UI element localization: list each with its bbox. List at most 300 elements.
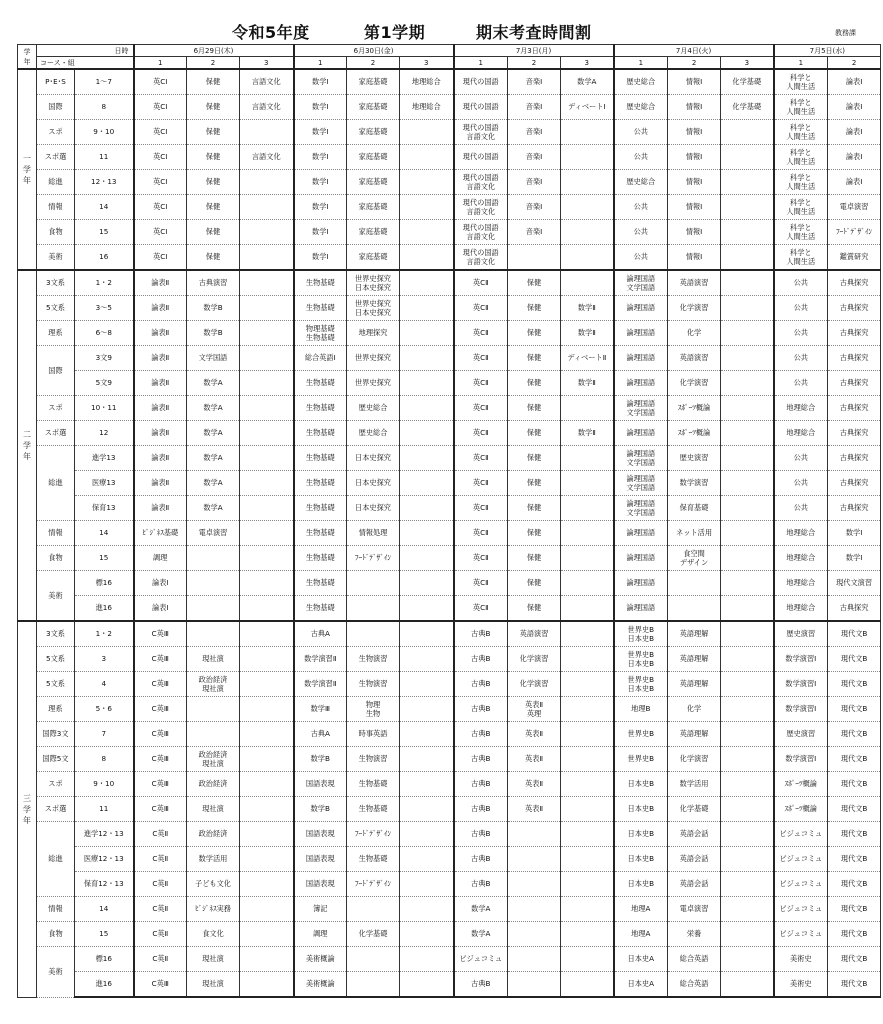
subject-cell: 日本史探究 xyxy=(347,446,400,471)
subject-cell xyxy=(561,722,614,747)
course-cell: 美術 xyxy=(37,571,75,622)
subject-cell: 政治経済 現社演 xyxy=(187,747,240,772)
subject-cell xyxy=(721,772,774,797)
subject-cell: 保健 xyxy=(508,546,561,571)
subject-cell xyxy=(721,596,774,622)
subject-cell xyxy=(400,170,454,195)
subject-cell: 数学A xyxy=(187,496,240,521)
course-cell: 国際5文 xyxy=(37,747,75,772)
subject-cell xyxy=(721,621,774,647)
subject-cell xyxy=(240,546,294,571)
subject-cell: 英CⅠ xyxy=(134,145,187,170)
subject-cell: 生物基礎 xyxy=(294,571,347,596)
subject-cell: 情報Ⅰ xyxy=(668,145,721,170)
subject-cell: 地理探究 xyxy=(347,321,400,346)
subject-cell: 英CⅠ xyxy=(134,245,187,271)
subject-cell: 歴史演習 xyxy=(774,621,828,647)
subject-cell: 保健 xyxy=(508,596,561,622)
subject-cell: 家庭基礎 xyxy=(347,120,400,145)
course-cell: 国際 xyxy=(37,95,75,120)
subject-cell: 文学国語 xyxy=(187,346,240,371)
subject-cell: 政治経済 xyxy=(187,822,240,847)
subject-cell: 古典B xyxy=(454,797,508,822)
subject-cell: C英Ⅲ xyxy=(134,621,187,647)
subject-cell: 論理国語 xyxy=(614,521,668,546)
subject-cell: 世界史探究 日本史探究 xyxy=(347,270,400,296)
subject-cell xyxy=(561,446,614,471)
class-cell: 3～5 xyxy=(75,296,134,321)
subject-cell xyxy=(400,697,454,722)
exam-timetable xyxy=(17,44,881,998)
subject-cell xyxy=(187,722,240,747)
subject-cell: 古典B xyxy=(454,972,508,998)
subject-cell: 生物基礎 xyxy=(294,396,347,421)
subject-cell: 英CⅡ xyxy=(454,421,508,446)
subject-cell: 科学と 人間生活 xyxy=(774,95,828,120)
class-cell: 14 xyxy=(75,195,134,220)
subject-cell xyxy=(187,596,240,622)
subject-cell xyxy=(240,471,294,496)
subject-cell: 公共 xyxy=(774,471,828,496)
subject-cell: 音楽Ⅰ xyxy=(508,145,561,170)
subject-cell: 数学Ⅰ xyxy=(294,145,347,170)
subject-cell xyxy=(721,321,774,346)
class-cell: 7 xyxy=(75,722,134,747)
table-row xyxy=(18,220,881,245)
subject-cell: 論理国語 xyxy=(614,371,668,396)
subject-cell: 世界史B 日本史B xyxy=(614,672,668,697)
subject-cell: 生物基礎 xyxy=(294,596,347,622)
subject-cell: 家庭基礎 xyxy=(347,95,400,120)
class-cell: 11 xyxy=(75,797,134,822)
subject-cell xyxy=(561,847,614,872)
subject-cell xyxy=(721,346,774,371)
subject-cell: 美術史 xyxy=(774,947,828,972)
subject-cell xyxy=(400,421,454,446)
subject-cell xyxy=(721,872,774,897)
subject-cell: 現代文B xyxy=(828,621,881,647)
subject-cell: 数学A xyxy=(187,446,240,471)
course-cell: 食物 xyxy=(37,922,75,947)
subject-cell: 保健 xyxy=(508,571,561,596)
subject-cell xyxy=(561,120,614,145)
subject-cell xyxy=(240,647,294,672)
subject-cell: 論理国語 xyxy=(614,346,668,371)
class-cell: 進学13 xyxy=(75,446,134,471)
subject-cell: 英CⅠ xyxy=(134,195,187,220)
subject-cell: 情報Ⅰ xyxy=(668,170,721,195)
subject-cell xyxy=(721,120,774,145)
subject-cell xyxy=(347,897,400,922)
subject-cell: 論理国語 xyxy=(614,571,668,596)
period-header: 2 xyxy=(508,57,561,70)
subject-cell: 数学Ⅰ xyxy=(294,95,347,120)
subject-cell: 数学Ⅱ xyxy=(561,296,614,321)
subject-cell: 公共 xyxy=(774,346,828,371)
subject-cell: 政治経済 現社演 xyxy=(187,672,240,697)
period-header: 3 xyxy=(721,57,774,70)
subject-cell: 英表Ⅱ xyxy=(508,797,561,822)
subject-cell xyxy=(240,621,294,647)
subject-cell xyxy=(721,822,774,847)
table-row xyxy=(18,446,881,471)
subject-cell: 英語理解 xyxy=(668,647,721,672)
subject-cell: ｽﾎﾟｰﾂ概論 xyxy=(774,772,828,797)
subject-cell: 音楽Ⅰ xyxy=(508,220,561,245)
subject-cell xyxy=(561,521,614,546)
subject-cell: 地理総合 xyxy=(400,69,454,95)
grade-header: 学 年 xyxy=(18,45,37,70)
subject-cell: 古典探究 xyxy=(828,270,881,296)
subject-cell: 数学Ⅰ xyxy=(828,521,881,546)
subject-cell xyxy=(561,922,614,947)
course-cell: 食物 xyxy=(37,546,75,571)
subject-cell: 英語会話 xyxy=(668,872,721,897)
subject-cell: 世界史探究 xyxy=(347,346,400,371)
course-cell: 総進 xyxy=(37,170,75,195)
subject-cell xyxy=(561,972,614,998)
day-header: 7月4日(火) xyxy=(614,45,774,57)
subject-cell: C英Ⅲ xyxy=(134,747,187,772)
subject-cell: 情報Ⅰ xyxy=(668,195,721,220)
subject-cell: 論表Ⅱ xyxy=(134,496,187,521)
subject-cell: 保健 xyxy=(187,145,240,170)
subject-cell xyxy=(561,571,614,596)
subject-cell: 英CⅡ xyxy=(454,521,508,546)
subject-cell xyxy=(400,371,454,396)
subject-cell: C英Ⅱ xyxy=(134,872,187,897)
subject-cell xyxy=(561,647,614,672)
subject-cell: 古典探究 xyxy=(828,396,881,421)
subject-cell xyxy=(400,647,454,672)
subject-cell xyxy=(721,421,774,446)
subject-cell: 情報Ⅰ xyxy=(668,120,721,145)
subject-cell: 現代文B xyxy=(828,697,881,722)
subject-cell: 公共 xyxy=(614,245,668,271)
subject-cell: 世界史B xyxy=(614,722,668,747)
subject-cell: 世界史探究 xyxy=(347,371,400,396)
table-row xyxy=(18,571,881,596)
subject-cell: 生物基礎 xyxy=(294,471,347,496)
subject-cell xyxy=(721,145,774,170)
subject-cell xyxy=(721,521,774,546)
subject-cell: 生物基礎 xyxy=(347,797,400,822)
subject-cell: 化学演習 xyxy=(668,747,721,772)
subject-cell: 化学基礎 xyxy=(347,922,400,947)
subject-cell: 保育基礎 xyxy=(668,496,721,521)
course-cell: スポ xyxy=(37,120,75,145)
subject-cell: 英表Ⅱ 英理 xyxy=(508,697,561,722)
class-cell: 16 xyxy=(75,245,134,271)
grade-label: 二 学 年 xyxy=(18,270,37,621)
subject-cell: 論表Ⅱ xyxy=(134,296,187,321)
subject-cell xyxy=(400,747,454,772)
subject-cell: 論表Ⅱ xyxy=(134,421,187,446)
class-cell: 8 xyxy=(75,95,134,120)
subject-cell: 論理国語 文学国語 xyxy=(614,471,668,496)
subject-cell: 科学と 人間生活 xyxy=(774,220,828,245)
subject-cell xyxy=(400,596,454,622)
title-era: 令和5年度 xyxy=(232,23,310,42)
subject-cell: 数学Ⅰ xyxy=(294,245,347,271)
subject-cell: C英Ⅲ xyxy=(134,647,187,672)
class-cell: 6～8 xyxy=(75,321,134,346)
subject-cell: 英表Ⅱ xyxy=(508,747,561,772)
subject-cell: 論表Ⅱ xyxy=(134,371,187,396)
subject-cell: 公共 xyxy=(614,195,668,220)
subject-cell xyxy=(561,170,614,195)
subject-cell: 現代の国語 xyxy=(454,145,508,170)
class-cell: 進16 xyxy=(75,972,134,998)
subject-cell xyxy=(400,672,454,697)
subject-cell: 化学基礎 xyxy=(721,69,774,95)
subject-cell: 古典B xyxy=(454,672,508,697)
subject-cell xyxy=(187,571,240,596)
table-row xyxy=(18,421,881,446)
subject-cell xyxy=(668,571,721,596)
subject-cell: 古典探究 xyxy=(828,446,881,471)
subject-cell: 音楽Ⅰ xyxy=(508,95,561,120)
subject-cell: 現社演 xyxy=(187,947,240,972)
subject-cell: 生物基礎 xyxy=(294,446,347,471)
subject-cell: 数学演習Ⅰ xyxy=(774,647,828,672)
course-cell: P･E･S xyxy=(37,69,75,95)
subject-cell xyxy=(400,270,454,296)
subject-cell: 数学Ⅱ xyxy=(561,321,614,346)
subject-cell: 現代文B xyxy=(828,847,881,872)
subject-cell xyxy=(400,446,454,471)
course-cell: スポ選 xyxy=(37,145,75,170)
subject-cell: 家庭基礎 xyxy=(347,245,400,271)
subject-cell xyxy=(240,346,294,371)
subject-cell: 世界史B 日本史B xyxy=(614,621,668,647)
subject-cell: 歴史総合 xyxy=(347,421,400,446)
subject-cell: 現代の国語 言語文化 xyxy=(454,120,508,145)
class-cell: 1～7 xyxy=(75,69,134,95)
class-cell: 1・2 xyxy=(75,621,134,647)
subject-cell xyxy=(400,822,454,847)
subject-cell: 世界史探究 日本史探究 xyxy=(347,296,400,321)
subject-cell: 英CⅠ xyxy=(134,220,187,245)
subject-cell xyxy=(561,621,614,647)
subject-cell: C英Ⅲ xyxy=(134,772,187,797)
class-cell: 標16 xyxy=(75,571,134,596)
subject-cell: 古典演習 xyxy=(187,270,240,296)
class-cell: 12 xyxy=(75,421,134,446)
subject-cell xyxy=(561,747,614,772)
subject-cell: ビジュコミュ xyxy=(774,922,828,947)
subject-cell: 総合英語Ⅰ xyxy=(294,346,347,371)
subject-cell xyxy=(721,446,774,471)
subject-cell: 日本史B xyxy=(614,822,668,847)
course-cell: 美術 xyxy=(37,245,75,271)
subject-cell: 数学演習Ⅱ xyxy=(294,672,347,697)
subject-cell xyxy=(240,421,294,446)
subject-cell: 数学Ⅰ xyxy=(828,546,881,571)
table-row xyxy=(18,120,881,145)
subject-cell xyxy=(240,747,294,772)
subject-cell xyxy=(561,546,614,571)
subject-cell: 数学Ⅰ xyxy=(294,170,347,195)
subject-cell: C英Ⅲ xyxy=(134,672,187,697)
subject-cell: 国語表現 xyxy=(294,847,347,872)
subject-cell: 英語理解 xyxy=(668,672,721,697)
subject-cell: 現社演 xyxy=(187,972,240,998)
class-cell: 5・6 xyxy=(75,697,134,722)
subject-cell: 英表Ⅱ xyxy=(508,772,561,797)
subject-cell: C英Ⅱ xyxy=(134,947,187,972)
subject-cell xyxy=(400,546,454,571)
subject-cell xyxy=(721,747,774,772)
subject-cell xyxy=(561,897,614,922)
subject-cell xyxy=(561,496,614,521)
subject-cell xyxy=(400,571,454,596)
subject-cell: 現代の国語 言語文化 xyxy=(454,195,508,220)
subject-cell: C英Ⅱ xyxy=(134,922,187,947)
subject-cell xyxy=(508,897,561,922)
subject-cell xyxy=(561,797,614,822)
subject-cell: 英語会話 xyxy=(668,847,721,872)
subject-cell xyxy=(400,897,454,922)
class-cell: 5文9 xyxy=(75,371,134,396)
class-cell: 10・11 xyxy=(75,396,134,421)
subject-cell: 情報Ⅰ xyxy=(668,95,721,120)
class-cell: 15 xyxy=(75,220,134,245)
subject-cell: 数学B xyxy=(187,296,240,321)
subject-cell: ディベートⅡ xyxy=(561,346,614,371)
subject-cell: 生物基礎 xyxy=(294,421,347,446)
course-class-header: コース・組 xyxy=(37,57,134,70)
subject-cell: 保健 xyxy=(187,95,240,120)
subject-cell: 生物基礎 xyxy=(294,496,347,521)
subject-cell: 化学演習 xyxy=(508,672,561,697)
subject-cell xyxy=(561,471,614,496)
subject-cell: 数学演習Ⅰ xyxy=(774,672,828,697)
subject-cell: 家庭基礎 xyxy=(347,220,400,245)
table-row xyxy=(18,847,881,872)
subject-cell: C英Ⅲ xyxy=(134,722,187,747)
subject-cell: 現代文B xyxy=(828,747,881,772)
subject-cell: 数学B xyxy=(187,321,240,346)
subject-cell: 化学演習 xyxy=(508,647,561,672)
subject-cell: 音楽Ⅰ xyxy=(508,170,561,195)
subject-cell: 地理総合 xyxy=(774,396,828,421)
subject-cell: ビジュコミュ xyxy=(774,897,828,922)
subject-cell: 鑑賞研究 xyxy=(828,245,881,271)
subject-cell xyxy=(240,220,294,245)
subject-cell: 現代文B xyxy=(828,772,881,797)
subject-cell: 現代文B xyxy=(828,722,881,747)
subject-cell: 保健 xyxy=(508,521,561,546)
subject-cell: 保健 xyxy=(508,321,561,346)
subject-cell xyxy=(721,270,774,296)
class-cell: 1・2 xyxy=(75,270,134,296)
subject-cell: 現代の国語 xyxy=(454,95,508,120)
subject-cell: C英Ⅲ xyxy=(134,697,187,722)
course-cell: 5文系 xyxy=(37,647,75,672)
subject-cell: 論理国語 xyxy=(614,296,668,321)
class-cell: 4 xyxy=(75,672,134,697)
subject-cell: 英CⅡ xyxy=(454,270,508,296)
subject-cell xyxy=(721,797,774,822)
subject-cell xyxy=(721,170,774,195)
subject-cell: 英語理解 xyxy=(668,621,721,647)
subject-cell: 日本史探究 xyxy=(347,496,400,521)
subject-cell: 数学Ⅰ xyxy=(294,220,347,245)
subject-cell: 情報Ⅰ xyxy=(668,220,721,245)
subject-cell: ビジュコミュ xyxy=(774,822,828,847)
subject-cell: 英語演習 xyxy=(668,346,721,371)
course-cell: 情報 xyxy=(37,195,75,220)
subject-cell: 現社演 xyxy=(187,647,240,672)
period-header: 2 xyxy=(347,57,400,70)
subject-cell xyxy=(508,847,561,872)
subject-cell: 論理国語 文学国語 xyxy=(614,270,668,296)
subject-cell: 地理総合 xyxy=(774,421,828,446)
subject-cell xyxy=(668,596,721,622)
subject-cell: 生物演習 xyxy=(347,672,400,697)
subject-cell xyxy=(400,947,454,972)
subject-cell: 生物基礎 xyxy=(294,546,347,571)
subject-cell: 論表Ⅰ xyxy=(134,596,187,622)
subject-cell xyxy=(400,471,454,496)
subject-cell: 電卓演習 xyxy=(828,195,881,220)
subject-cell: 日本史A xyxy=(614,947,668,972)
subject-cell: 英CⅡ xyxy=(454,346,508,371)
subject-cell: 生物演習 xyxy=(347,647,400,672)
subject-cell: 日本史B xyxy=(614,772,668,797)
subject-cell xyxy=(721,847,774,872)
subject-cell xyxy=(240,672,294,697)
subject-cell: 英CⅡ xyxy=(454,296,508,321)
subject-cell: 古典B xyxy=(454,747,508,772)
table-row xyxy=(18,972,881,998)
subject-cell xyxy=(400,245,454,271)
subject-cell xyxy=(240,270,294,296)
table-row xyxy=(18,321,881,346)
subject-cell: 数学A xyxy=(187,371,240,396)
subject-cell: 保健 xyxy=(508,496,561,521)
subject-cell: 英CⅠ xyxy=(134,120,187,145)
subject-cell: 数学A xyxy=(454,922,508,947)
subject-cell: ネット活用 xyxy=(668,521,721,546)
subject-cell: 音楽Ⅰ xyxy=(508,120,561,145)
table-row xyxy=(18,947,881,972)
subject-cell: 論表Ⅰ xyxy=(828,95,881,120)
subject-cell: 数学活用 xyxy=(668,772,721,797)
subject-cell: 古典探究 xyxy=(828,296,881,321)
table-row xyxy=(18,270,881,296)
subject-cell: 公共 xyxy=(774,446,828,471)
subject-cell: 科学と 人間生活 xyxy=(774,120,828,145)
subject-cell: 地理総合 xyxy=(774,521,828,546)
table-row xyxy=(18,195,881,220)
table-row xyxy=(18,621,881,647)
subject-cell: 現代文B xyxy=(828,922,881,947)
subject-cell xyxy=(347,571,400,596)
subject-cell: C英Ⅲ xyxy=(134,972,187,998)
subject-cell xyxy=(721,972,774,998)
subject-cell: ﾋﾞｼﾞﾈｽ基礎 xyxy=(134,521,187,546)
table-row xyxy=(18,69,881,95)
subject-cell xyxy=(721,220,774,245)
subject-cell: 調理 xyxy=(134,546,187,571)
subject-cell xyxy=(721,496,774,521)
subject-cell: ディベートⅠ xyxy=(561,95,614,120)
subject-cell: ﾌｰﾄﾞﾃﾞｻﾞｲﾝ xyxy=(828,220,881,245)
course-cell: 理系 xyxy=(37,697,75,722)
subject-cell: 家庭基礎 xyxy=(347,170,400,195)
